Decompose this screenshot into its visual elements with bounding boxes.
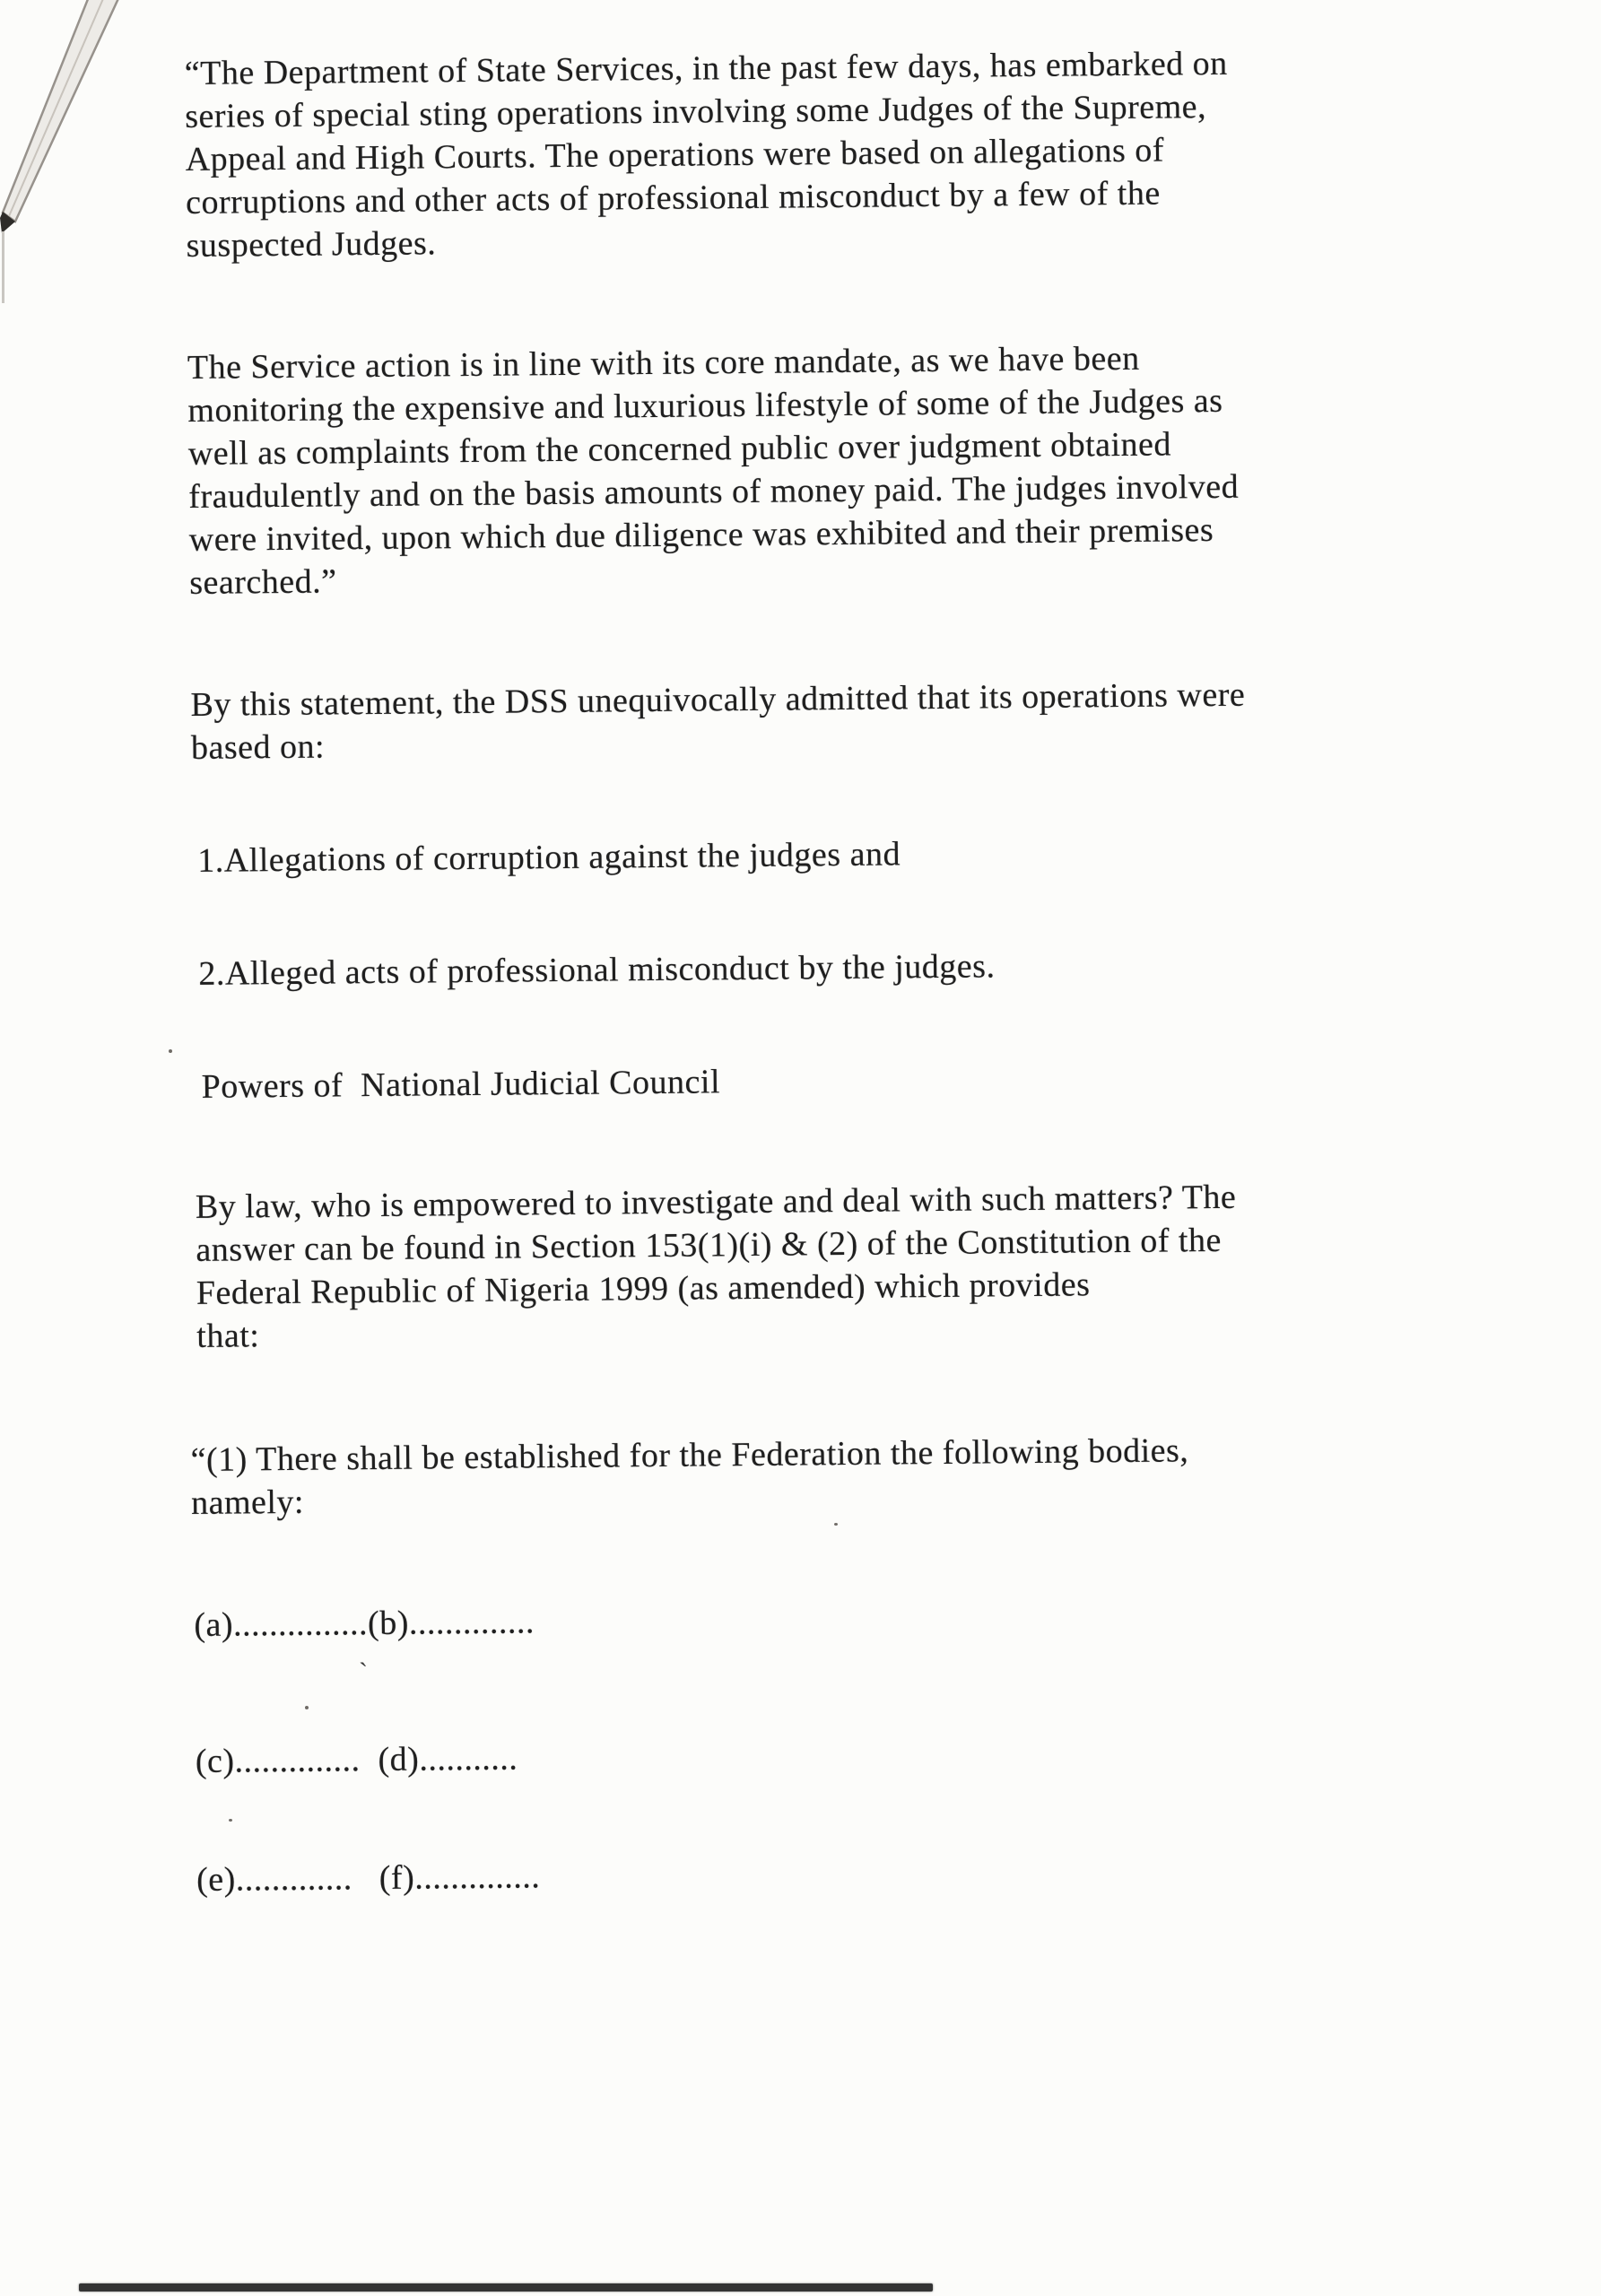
text-line: suspected Judges. (186, 224, 437, 265)
quote-paragraph-1 (185, 40, 1442, 267)
scan-dot-artifact (169, 1049, 172, 1053)
list-item-1: 1.Allegations of corruption against the judges and (197, 835, 901, 880)
text-line: corruptions and other acts of professional misconduct by a few of the (185, 174, 1161, 222)
text-line: based on: (190, 727, 326, 767)
text-line: The Service action is in line with its core mandate, as we have been (187, 339, 1140, 387)
scan-artifact-bar (79, 2283, 933, 2292)
text-line: monitoring the expensive and luxurious lifestyle of some of the Judges as (187, 381, 1223, 430)
text-line: were invited, upon which due diligence was exhibited and their premises (188, 511, 1214, 559)
text-line: searched.” (189, 562, 337, 602)
law-paragraph (196, 1174, 1453, 1358)
text-line: that: (196, 1317, 260, 1355)
blank-line-e-f: (e)............. (f).............. (196, 1857, 541, 1899)
section-heading: Powers of National Judicial Council (201, 1063, 721, 1106)
text-line: well as complaints from the concerned public over judgment obtained (187, 425, 1172, 473)
text-line: namely: (190, 1483, 305, 1522)
pencil-artifact (0, 0, 144, 269)
blank-line-c-d: (c).............. (d)........... (195, 1739, 518, 1780)
text-line: fraudulently and on the basis amounts of money paid. The judges involved (188, 467, 1240, 516)
text-line: By law, who is empowered to investigate and deal with such matters? The (195, 1178, 1237, 1226)
text-line: By this statement, the DSS unequivocally admitted that its operations were (190, 675, 1246, 724)
scan-dot-artifact (305, 1706, 309, 1709)
text-line: answer can be found in Section 153(1)(i) & (2) of the Constitution of the (196, 1221, 1223, 1269)
text-line: “The Department of State Services, in the past few days, has embarked on (184, 44, 1228, 92)
text-line: Appeal and High Courts. The operations were based on allegations of (185, 131, 1165, 178)
stray-mark-artifact: ` (359, 1657, 368, 1687)
constitution-quote-paragraph (190, 1427, 1447, 1525)
scan-dot-artifact (229, 1819, 232, 1822)
scan-dot-artifact (834, 1523, 838, 1526)
list-item-2: 2.Alleged acts of professional misconduct by the judges. (198, 947, 996, 993)
paper-edge-artifact (2, 231, 4, 303)
text-line: Federal Republic of Nigeria 1999 (as amended) which provides (196, 1265, 1091, 1312)
text-line: “(1) There shall be established for the Federation the following bodies, (190, 1431, 1189, 1480)
text-line: series of special sting operations involving some Judges of the Supreme, (185, 88, 1207, 135)
blank-line-a-b: (a)...............(b).............. (194, 1603, 535, 1644)
statement-paragraph (190, 672, 1447, 770)
quote-paragraph-2 (187, 335, 1446, 604)
